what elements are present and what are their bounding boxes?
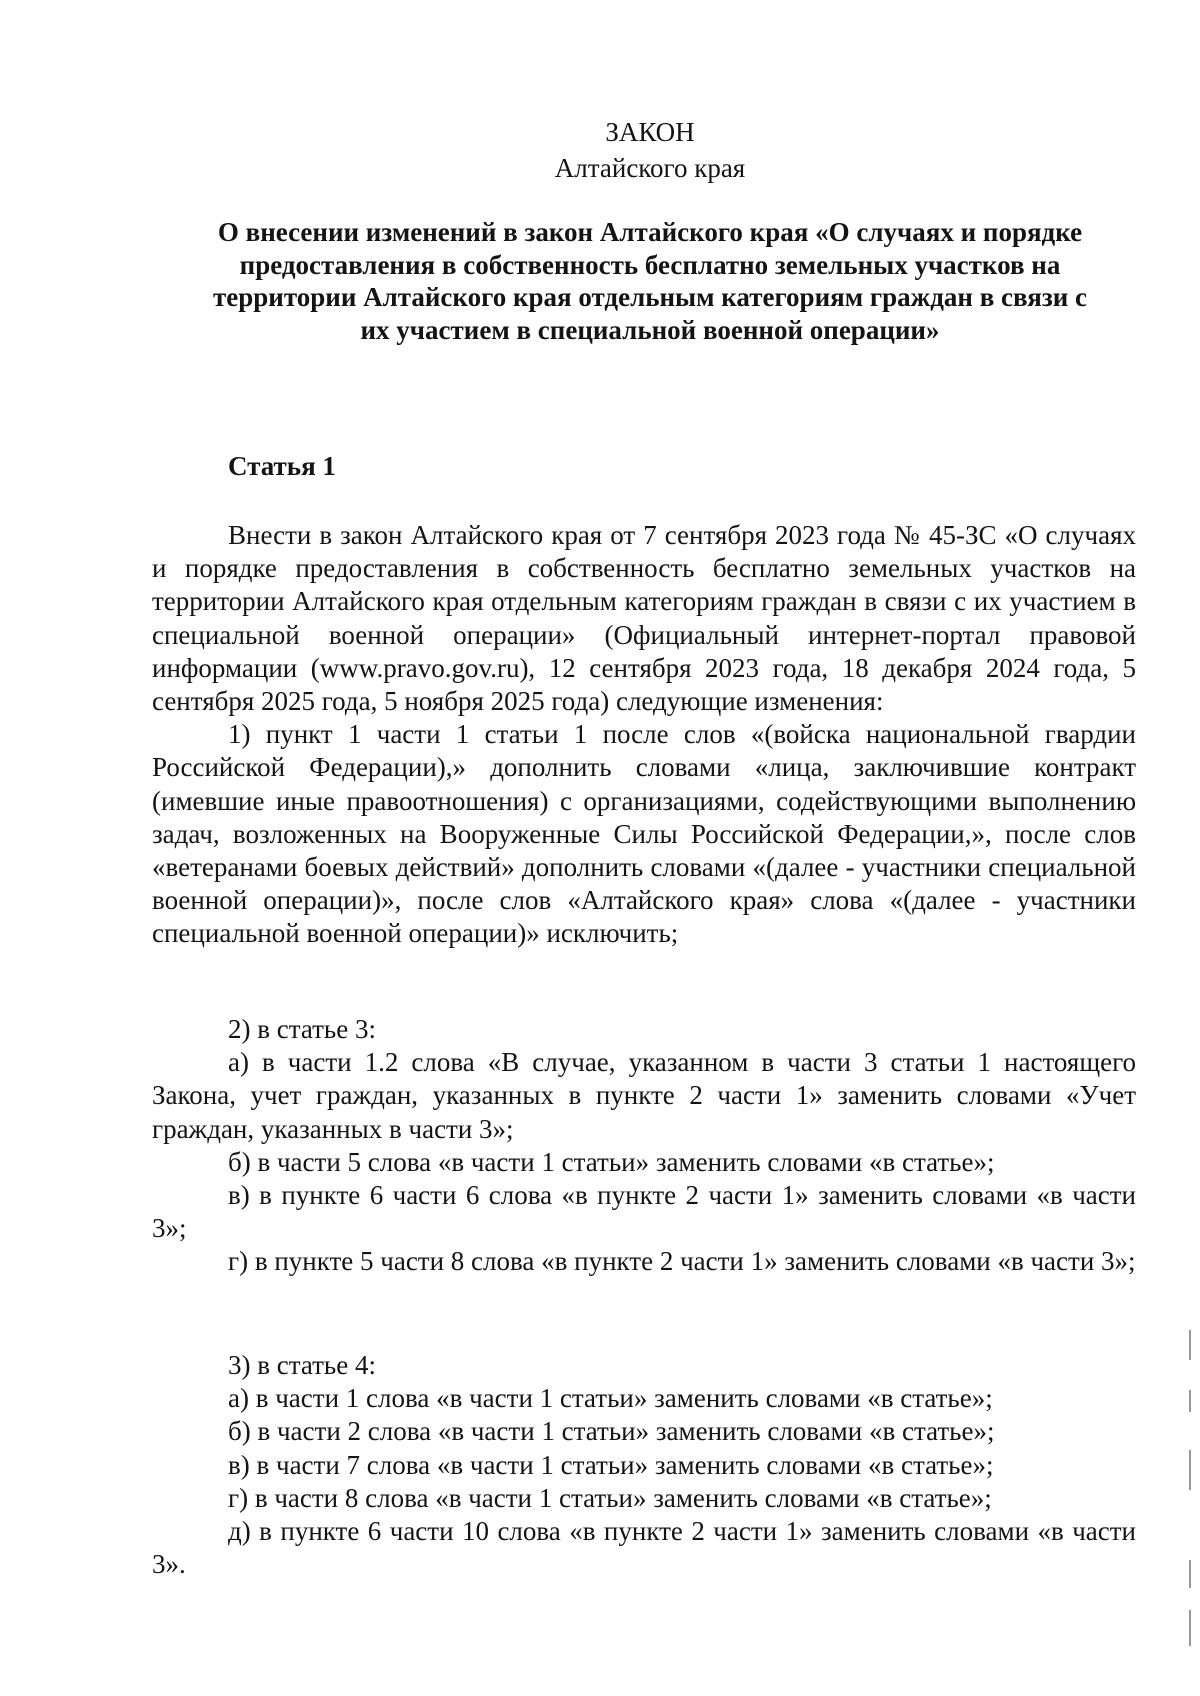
law-title: ЗАКОН [605,117,695,147]
article-body-block-1 [152,519,1136,951]
paragraph: в) в части 7 слова «в части 1 статьи» заменить словами «в статье»; [228,1449,994,1480]
paragraph: а) в части 1.2 слова «В случае, указанном в части 3 статьи 1 настоящего Закона, учет граждан, указанных в пункте 2 части 1» заменить словами «Учет граждан, указанных в части 3»; [152,1047,1136,1144]
paragraph: 2) в статье 3: [228,1014,376,1044]
paragraph: 3) в статье 4: [228,1350,376,1380]
paragraph: д) в пункте 6 части 10 слова «в пункте 2 части 1» заменить словами «в части 3». [152,1516,1136,1580]
paragraph: в) в пункте 6 части 6 слова «в пункте 2 части 1» заменить словами «в части 3»; [152,1180,1136,1244]
scan-edge-mark [1189,1330,1191,1360]
scan-edge-mark [1189,1390,1191,1412]
article-title: Статья 1 [228,451,336,481]
paragraph: 1) пункт 1 части 1 статьи 1 после слов «(войска национальной гвардии Российской Федерации),» дополнить словами «лица, заключившие контракт (имевшие иные правоотношения) с организациями, содействующими выполнению задач, возложенных на Вооруженные Силы Российской Федерации,», после слов «ветеранами боевых действий» дополнить словами «(далее - участники специальной военной операции)», после слов «Алтайского края» слова «(далее - участники специальной военной операции)» исключить; [152,719,1136,949]
paragraph: б) в части 5 слова «в части 1 статьи» заменить словами «в статье»; [228,1146,995,1177]
paragraph: а) в части 1 слова «в части 1 статьи» заменить словами «в статье»; [228,1383,993,1414]
paragraph: г) в пункте 5 части 8 слова «в пункте 2 части 1» заменить словами «в части 3»; [228,1246,1136,1277]
paragraph: б) в части 2 слова «в части 1 статьи» заменить словами «в статье»; [228,1416,995,1447]
paragraph: г) в части 8 слова «в части 1 статьи» заменить словами «в статье»; [228,1482,992,1513]
scan-edge-mark [1189,1610,1191,1646]
scan-edge-mark [1189,1560,1191,1588]
law-heading: О внесении изменений в закон Алтайского края «О случаях и порядке предоставления в собственность бесплатно земельных участков на территории Алтайского края отдельным категориям граждан в связи с их участием в специальной военной операции» [213,217,1087,345]
paragraph: Внести в закон Алтайского края от 7 сентября 2023 года № 45-ЗС «О случаях и порядке предоставления в собственность бесплатно земельных участков на территории Алтайского края отдельным категориям граждан в связи с их участием в специальной военной операции» (Официальный интернет-портал правовой информации (www.pravo.gov.ru), 12 сентября 2023 года, 18 декабря 2024 года, 5 сентября 2025 года, 5 ноября 2025 года) следующие изменения: [152,520,1136,717]
law-region: Алтайского края [554,153,746,183]
article-body-block-3 [152,1349,1136,1581]
scan-edge-mark [1189,1450,1191,1490]
article-body-block-2 [152,1013,1136,1279]
